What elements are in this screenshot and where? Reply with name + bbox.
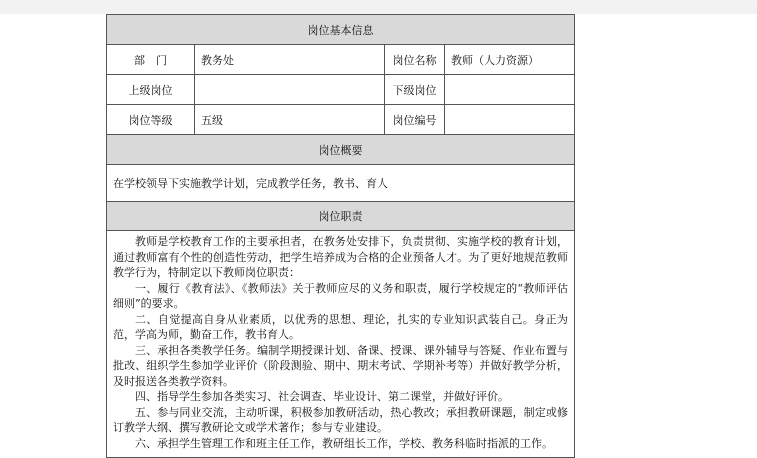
superior-position-label: 上级岗位 — [107, 75, 195, 105]
duties-paragraph-3: 三、承担各类教学任务。编制学期授课计划、备课、授课、课外辅导与答疑、作业布置与批改、组织学生参加学业评价（阶段测验、期中、期末考试、学期补考等）并做好教学分析，及时报送各类教学资料。 — [113, 343, 568, 388]
position-level-value: 五级 — [195, 105, 385, 135]
section-duties-header: 岗位职责 — [107, 202, 575, 231]
department-value: 教务处 — [195, 45, 385, 75]
subordinate-position-value — [445, 75, 575, 105]
top-bar — [0, 0, 757, 14]
duties-paragraph-6: 六、承担学生管理工作和班主任工作，教研组长工作，学校、教务科临时指派的工作。 — [135, 436, 553, 450]
overview-text: 在学校领导下实施教学计划，完成教学任务，教书、育人 — [107, 165, 575, 202]
duties-paragraph-5: 五、参与同业交流，主动听课，积极参加教研活动，热心教改；承担教研课题，制定或修订教学大纲、撰写教研论文或学术著作；参与专业建设。 — [113, 405, 568, 434]
duties-paragraph-4: 四、指导学生参加各类实习、社会调查、毕业设计、第二课堂，并做好评价。 — [135, 390, 509, 403]
subordinate-position-label: 下级岗位 — [385, 75, 445, 105]
position-name-label: 岗位名称 — [385, 45, 445, 75]
duties-paragraph-2: 二、自觉提高自身从业素质，以优秀的思想、理论，扎实的专业知识武装自己。身正为范，学高为师，勤奋工作，教书育人。 — [113, 312, 568, 341]
duties-paragraph-1: 一、履行《教育法》、《教师法》关于教师应尽的义务和职责，履行学校规定的“教师评估细则”的要求。 — [113, 281, 568, 310]
position-code-value — [445, 105, 575, 135]
duties-cell — [107, 231, 575, 458]
superior-position-value — [195, 75, 385, 105]
position-name-value: 教师（人力资源） — [445, 45, 575, 75]
job-description-table — [106, 14, 575, 458]
section-basic-info-header: 岗位基本信息 — [107, 15, 575, 45]
department-label: 部 门 — [107, 45, 195, 75]
position-code-label: 岗位编号 — [385, 105, 445, 135]
section-overview-header: 岗位概要 — [107, 135, 575, 165]
position-level-label: 岗位等级 — [107, 105, 195, 135]
duties-paragraph-intro: 教师是学校教育工作的主要承担者，在教务处安排下，负责贯彻、实施学校的教育计划，通过教师富有个性的创造性劳动，把学生培养成为合格的企业预备人才。为了更好地规范教师教学行为，特制定以下教师岗位职责： — [113, 235, 568, 279]
